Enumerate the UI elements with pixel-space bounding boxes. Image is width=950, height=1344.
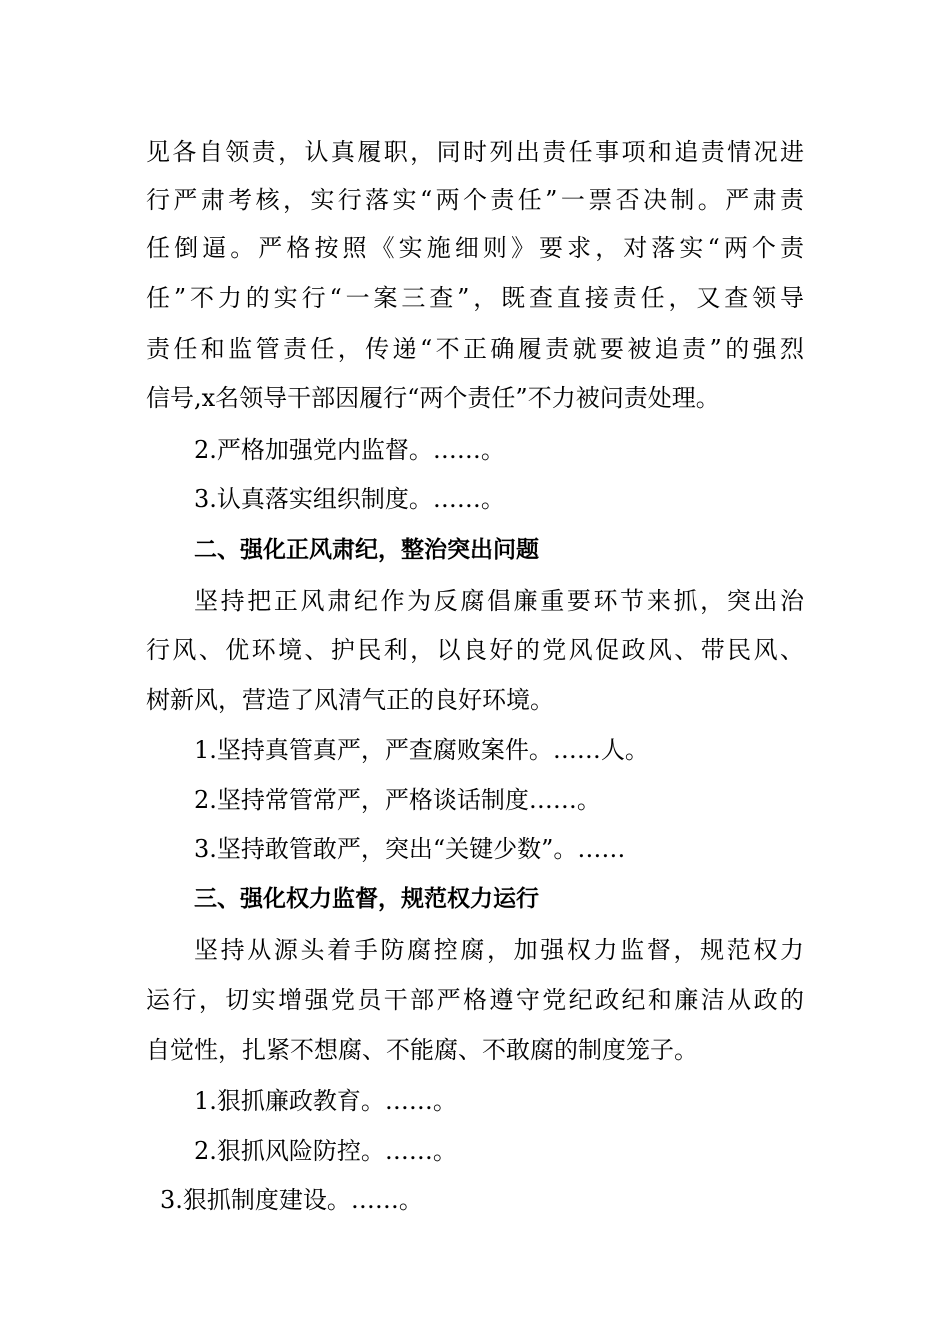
section-heading: 三、强化权力监督，规范权力运行 bbox=[194, 886, 539, 912]
paragraph-line: 任倒逼。严格按照《实施细则》要求，对落实“两个责 bbox=[146, 234, 804, 262]
list-item: 1.坚持真管真严，严查腐败案件。……人。 bbox=[194, 736, 649, 764]
list-item: 2.坚持常管常严，严格谈话制度……。 bbox=[194, 786, 601, 814]
section-heading: 二、强化正风肃纪，整治突出问题 bbox=[194, 537, 539, 563]
paragraph-line: 运行，切实增强党员干部严格遵守党纪政纪和廉洁从政的 bbox=[146, 986, 804, 1014]
list-item: 3.狠抓制度建设。……。 bbox=[160, 1186, 423, 1214]
list-item: 1.狠抓廉政教育。……。 bbox=[194, 1087, 457, 1115]
list-item: 2.狠抓风险防控。……。 bbox=[194, 1137, 457, 1165]
list-item: 2.严格加强党内监督。……。 bbox=[194, 436, 505, 464]
paragraph-line: 坚持把正风肃纪作为反腐倡廉重要环节来抓，突出治 bbox=[194, 587, 804, 615]
paragraph-line: 自觉性，扎紧不想腐、不能腐、不敢腐的制度笼子。 bbox=[146, 1036, 698, 1064]
paragraph-line: 信号,x名领导干部因履行“两个责任”不力被问责处理。 bbox=[146, 384, 720, 412]
paragraph-line: 见各自领责，认真履职，同时列出责任事项和追责情况进 bbox=[146, 138, 804, 166]
list-item: 3.认真落实组织制度。……。 bbox=[194, 485, 505, 513]
paragraph-line: 行严肃考核，实行落实“两个责任”一票否决制。严肃责 bbox=[146, 186, 804, 214]
paragraph-line: 行风、优环境、护民利，以良好的党风促政风、带民风、 bbox=[146, 636, 804, 664]
paragraph-line: 树新风，营造了风清气正的良好环境。 bbox=[146, 686, 554, 714]
paragraph-line: 责任和监管责任，传递“不正确履责就要被追责”的强烈 bbox=[146, 335, 804, 363]
list-item: 3.坚持敢管敢严，突出“关键少数”。…… bbox=[194, 835, 626, 863]
paragraph-line: 坚持从源头着手防腐控腐，加强权力监督，规范权力 bbox=[194, 936, 804, 964]
paragraph-line: 任”不力的实行“一案三查”，既查直接责任，又查领导 bbox=[146, 284, 804, 312]
